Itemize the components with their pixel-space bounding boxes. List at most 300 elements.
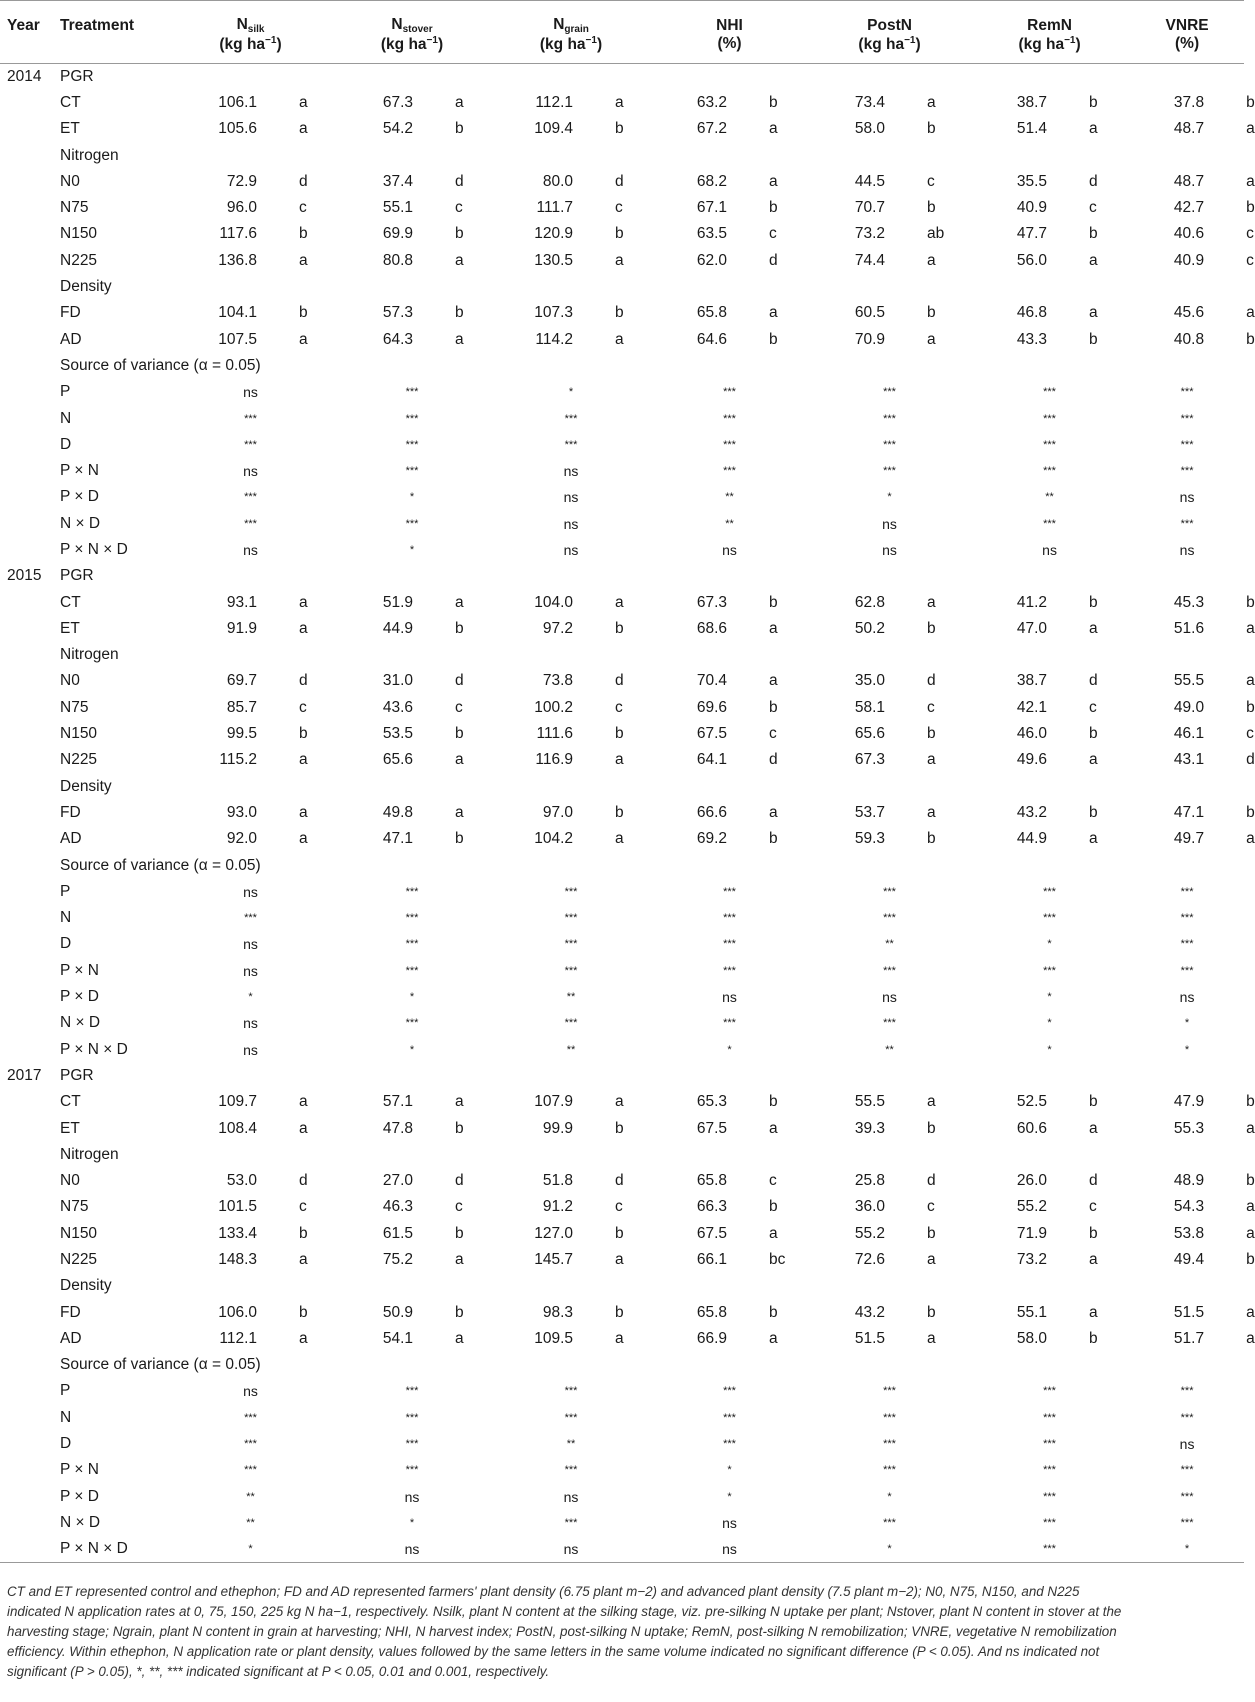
variance-cell: * bbox=[1047, 1043, 1052, 1056]
value-cell: 65.8 bbox=[696, 1172, 728, 1190]
variance-row bbox=[0, 1536, 1244, 1562]
variance-cell: ns bbox=[882, 515, 897, 532]
year-cell bbox=[0, 274, 56, 300]
significance-letter: a bbox=[927, 93, 936, 111]
year-cell bbox=[0, 852, 56, 878]
significance-letter: c bbox=[299, 1198, 307, 1216]
value-cell: 51.5 bbox=[854, 1329, 886, 1347]
treatment-label: AD bbox=[60, 330, 82, 348]
value-cell: 37.4 bbox=[382, 172, 414, 190]
value-cell: 65.6 bbox=[854, 725, 886, 743]
significance-letter: a bbox=[299, 93, 308, 111]
group-row bbox=[0, 774, 1244, 800]
value-cell: 27.0 bbox=[382, 1172, 414, 1190]
significance-letter: b bbox=[769, 1198, 778, 1216]
variance-cell: *** bbox=[723, 465, 736, 478]
significance-letter: b bbox=[455, 1224, 464, 1242]
variance-cell: *** bbox=[1043, 1438, 1056, 1451]
year-cell bbox=[0, 616, 56, 642]
variance-cell: *** bbox=[564, 964, 578, 977]
year-cell bbox=[0, 169, 56, 195]
value-cell: 96.0 bbox=[226, 199, 257, 217]
significance-letter: a bbox=[615, 830, 624, 848]
variance-cell: *** bbox=[723, 912, 736, 925]
significance-letter: d bbox=[299, 672, 308, 690]
significance-letter: b bbox=[615, 1224, 624, 1242]
significance-letter: b bbox=[455, 120, 464, 138]
treatment-label: CT bbox=[60, 1093, 81, 1111]
value-cell: 42.7 bbox=[1173, 199, 1205, 217]
value-cell: 104.2 bbox=[534, 830, 574, 848]
treatment-label: AD bbox=[60, 830, 82, 848]
variance-cell: ns bbox=[1179, 989, 1195, 1006]
col-remn-unit: (kg $ha^{-1}$) bbox=[1018, 35, 1081, 53]
significance-letter: a bbox=[455, 803, 464, 821]
significance-letter: a bbox=[455, 751, 464, 769]
year-cell bbox=[0, 90, 56, 116]
significance-letter: b bbox=[769, 199, 778, 217]
value-cell: 104.0 bbox=[534, 593, 574, 611]
value-cell: 46.1 bbox=[1173, 725, 1205, 743]
year-cell bbox=[0, 1326, 56, 1352]
significance-letter: a bbox=[927, 593, 936, 611]
col-nsilk-unit: (kg $ha^{-1}$) bbox=[219, 35, 282, 53]
value-cell: 38.7 bbox=[1016, 672, 1048, 690]
value-cell: 97.2 bbox=[542, 619, 574, 637]
table-row bbox=[0, 248, 1244, 274]
value-cell: 92.0 bbox=[226, 830, 257, 848]
year-cell bbox=[0, 931, 56, 957]
significance-letter: b bbox=[769, 330, 778, 348]
value-cell: 54.3 bbox=[1173, 1198, 1205, 1216]
variance-cell: ns bbox=[243, 962, 258, 979]
significance-letter: a bbox=[455, 1093, 464, 1111]
value-cell: 72.9 bbox=[226, 172, 257, 190]
treatment-label: AD bbox=[60, 1329, 82, 1347]
significance-letter: b bbox=[615, 1303, 624, 1321]
table-row bbox=[0, 1089, 1244, 1115]
variance-cell: ns bbox=[243, 883, 258, 900]
significance-letter: b bbox=[769, 93, 778, 111]
table-row bbox=[0, 695, 1244, 721]
value-cell: 106.0 bbox=[218, 1303, 257, 1321]
significance-letter: d bbox=[1246, 751, 1255, 769]
value-cell: 49.4 bbox=[1173, 1251, 1205, 1268]
variance-cell: ns bbox=[649, 1536, 810, 1562]
year-cell bbox=[0, 248, 56, 274]
value-cell: 46.3 bbox=[382, 1198, 414, 1216]
significance-letter: a bbox=[299, 803, 308, 821]
table-body bbox=[0, 64, 1255, 1563]
value-cell: 51.6 bbox=[1173, 619, 1205, 637]
year-cell bbox=[0, 116, 56, 142]
significance-letter: b bbox=[615, 725, 624, 743]
variance-cell: * bbox=[568, 386, 574, 399]
value-cell: 107.5 bbox=[218, 330, 257, 348]
variance-cell: ns bbox=[493, 1536, 649, 1562]
year-cell bbox=[0, 1247, 56, 1273]
value-cell: 50.9 bbox=[382, 1303, 414, 1321]
significance-letter: b bbox=[1089, 1093, 1098, 1111]
variance-cell: ** bbox=[246, 1516, 255, 1529]
significance-letter: a bbox=[299, 1119, 308, 1137]
value-cell: 55.3 bbox=[1173, 1119, 1205, 1137]
table-row bbox=[0, 1247, 1244, 1273]
value-cell: 70.4 bbox=[696, 672, 728, 690]
significance-letter: a bbox=[455, 1251, 464, 1268]
significance-letter: a bbox=[615, 593, 624, 611]
significance-letter: a bbox=[615, 1093, 624, 1111]
value-cell: 67.1 bbox=[696, 199, 728, 217]
significance-letter: a bbox=[1246, 1303, 1255, 1321]
variance-cell: ns bbox=[563, 515, 579, 532]
value-cell: 66.1 bbox=[696, 1251, 728, 1268]
treatment-label: P × N × D bbox=[56, 1536, 170, 1562]
variance-cell: *** bbox=[1180, 1490, 1194, 1503]
significance-letter: a bbox=[299, 619, 308, 637]
significance-letter: a bbox=[1246, 830, 1255, 848]
treatment-label: N0 bbox=[60, 672, 80, 690]
significance-letter: c bbox=[1089, 698, 1097, 716]
year-cell bbox=[0, 958, 56, 984]
variance-cell: ns bbox=[882, 989, 897, 1006]
year-cell bbox=[0, 1115, 56, 1141]
significance-letter: d bbox=[455, 672, 464, 690]
treatment-label: N150 bbox=[60, 1224, 98, 1242]
significance-letter: b bbox=[1246, 93, 1255, 111]
variance-cell: *** bbox=[1180, 465, 1194, 478]
table-row bbox=[0, 826, 1244, 852]
significance-letter: b bbox=[1246, 1251, 1255, 1268]
year-cell bbox=[0, 1484, 56, 1510]
variance-cell: ns bbox=[722, 989, 737, 1006]
significance-letter: a bbox=[1089, 751, 1098, 769]
value-cell: 53.0 bbox=[226, 1172, 257, 1190]
significance-letter: a bbox=[1246, 1224, 1255, 1242]
variance-cell: ns bbox=[243, 541, 258, 558]
variance-row bbox=[0, 905, 1244, 931]
variance-cell: ** bbox=[885, 938, 894, 951]
value-cell: 80.0 bbox=[542, 172, 574, 190]
variance-cell: *** bbox=[564, 938, 578, 951]
value-cell: 49.8 bbox=[382, 803, 414, 821]
significance-letter: b bbox=[615, 120, 624, 138]
value-cell: 51.4 bbox=[1016, 120, 1048, 138]
year-cell bbox=[0, 379, 56, 405]
variance-cell: *** bbox=[723, 1385, 736, 1398]
significance-letter: a bbox=[1089, 830, 1098, 848]
group-row bbox=[0, 563, 1244, 589]
significance-letter: a bbox=[1089, 619, 1098, 637]
significance-letter: b bbox=[455, 1119, 464, 1137]
significance-letter: b bbox=[299, 725, 308, 743]
value-cell: 45.3 bbox=[1173, 593, 1205, 611]
value-cell: 70.7 bbox=[854, 199, 886, 217]
year-cell bbox=[0, 300, 56, 326]
variance-cell: *** bbox=[405, 938, 419, 951]
significance-letter: a bbox=[299, 1251, 308, 1268]
variance-cell: ns bbox=[243, 1015, 258, 1032]
col-vnre-unit: (%) bbox=[1175, 35, 1200, 52]
table-row bbox=[0, 221, 1244, 247]
value-cell: 112.1 bbox=[535, 93, 574, 111]
significance-letter: d bbox=[769, 251, 778, 269]
group-label: Density bbox=[60, 278, 112, 296]
significance-letter: a bbox=[615, 751, 624, 769]
treatment-label: N × D bbox=[60, 1513, 101, 1531]
year-cell bbox=[0, 405, 56, 431]
significance-letter: b bbox=[1246, 803, 1255, 821]
group-label: Nitrogen bbox=[60, 646, 119, 664]
variance-row bbox=[0, 484, 1244, 510]
col-ngrain-unit: (kg $ha^{-1}$) bbox=[539, 35, 603, 53]
significance-letter: b bbox=[1246, 199, 1255, 217]
variance-row bbox=[0, 1036, 1244, 1062]
variance-cell: * bbox=[1184, 1017, 1190, 1030]
table-row bbox=[0, 1115, 1244, 1141]
variance-cell: *** bbox=[244, 412, 257, 425]
variance-row bbox=[0, 537, 1244, 563]
value-cell: 115.2 bbox=[219, 751, 257, 769]
value-cell: 69.9 bbox=[382, 225, 414, 243]
significance-letter: b bbox=[1089, 803, 1098, 821]
significance-letter: a bbox=[1246, 672, 1255, 690]
significance-letter: d bbox=[1089, 672, 1098, 690]
variance-cell: * bbox=[810, 1536, 969, 1562]
variance-row bbox=[0, 879, 1244, 905]
col-nstover-header: $N_{stover}$ bbox=[391, 16, 433, 35]
value-cell: 68.2 bbox=[696, 172, 728, 190]
variance-cell: *** bbox=[969, 1536, 1130, 1562]
treatment-label: N75 bbox=[60, 1198, 89, 1216]
variance-cell: *** bbox=[723, 1438, 736, 1451]
variance-cell: *** bbox=[883, 1017, 896, 1030]
group-row bbox=[0, 852, 1244, 878]
value-cell: 61.5 bbox=[382, 1224, 414, 1242]
significance-letter: a bbox=[1089, 1251, 1098, 1268]
significance-letter: b bbox=[1089, 593, 1098, 611]
year-cell bbox=[0, 1536, 56, 1562]
variance-cell: ns bbox=[1179, 541, 1195, 558]
treatment-label: N150 bbox=[60, 725, 98, 743]
value-cell: 64.3 bbox=[382, 330, 414, 348]
significance-letter: b bbox=[455, 304, 464, 322]
col-postn-header: PostN bbox=[867, 17, 912, 34]
significance-letter: a bbox=[299, 593, 308, 611]
treatment-label: P × D bbox=[60, 1487, 99, 1505]
year-cell bbox=[0, 695, 56, 721]
variance-cell: ns bbox=[563, 1488, 579, 1505]
value-cell: 70.9 bbox=[854, 330, 886, 348]
variance-cell: ns bbox=[1179, 489, 1195, 506]
variance-cell: *** bbox=[883, 912, 896, 925]
variance-row bbox=[0, 458, 1244, 484]
value-cell: 49.6 bbox=[1016, 751, 1048, 769]
variance-cell: *** bbox=[405, 964, 419, 977]
value-cell: 41.2 bbox=[1016, 593, 1048, 611]
significance-letter: b bbox=[615, 225, 624, 243]
variance-cell: *** bbox=[1043, 1411, 1056, 1424]
significance-letter: b bbox=[299, 225, 308, 243]
significance-letter: a bbox=[299, 751, 308, 769]
variance-cell: *** bbox=[1043, 964, 1056, 977]
variance-row bbox=[0, 1405, 1244, 1431]
variance-cell: *** bbox=[564, 1411, 578, 1424]
significance-letter: c bbox=[615, 199, 623, 217]
treatment-label: N225 bbox=[60, 1251, 98, 1268]
variance-cell: * bbox=[727, 1464, 732, 1477]
significance-letter: a bbox=[769, 672, 778, 690]
value-cell: 64.1 bbox=[696, 751, 728, 769]
significance-letter: b bbox=[615, 304, 624, 322]
value-cell: 99.9 bbox=[542, 1119, 574, 1137]
significance-letter: c bbox=[1246, 225, 1254, 243]
variance-cell: *** bbox=[405, 885, 419, 898]
significance-letter: b bbox=[769, 1303, 778, 1321]
significance-letter: c bbox=[769, 225, 777, 243]
variance-cell: ** bbox=[566, 1438, 576, 1451]
significance-letter: a bbox=[299, 1093, 308, 1111]
value-cell: 54.1 bbox=[382, 1329, 414, 1347]
significance-letter: a bbox=[299, 1329, 308, 1347]
group-label: PGR bbox=[60, 67, 94, 85]
variance-cell: *** bbox=[883, 964, 896, 977]
year-cell bbox=[0, 1273, 56, 1299]
value-cell: 117.6 bbox=[219, 225, 257, 243]
value-cell: 51.5 bbox=[1173, 1303, 1205, 1321]
value-cell: 58.0 bbox=[1016, 1329, 1048, 1347]
group-label: PGR bbox=[60, 1066, 94, 1084]
year-cell: 2014 bbox=[7, 67, 42, 85]
significance-letter: b bbox=[1246, 330, 1255, 348]
significance-letter: a bbox=[1089, 120, 1098, 138]
year-cell bbox=[0, 484, 56, 510]
value-cell: 51.9 bbox=[382, 593, 414, 611]
variance-cell: *** bbox=[883, 1438, 896, 1451]
treatment-label: N150 bbox=[60, 225, 98, 243]
value-cell: 67.5 bbox=[696, 1224, 728, 1242]
group-row bbox=[0, 1063, 1244, 1089]
variance-cell: *** bbox=[883, 465, 896, 478]
variance-cell: * bbox=[170, 1536, 331, 1562]
variance-cell: *** bbox=[405, 1017, 419, 1030]
year-cell bbox=[0, 1168, 56, 1194]
significance-letter: c bbox=[1089, 199, 1097, 217]
year-cell bbox=[0, 826, 56, 852]
variance-cell: *** bbox=[564, 1385, 578, 1398]
variance-cell: *** bbox=[244, 1438, 257, 1451]
variance-cell: ** bbox=[1045, 491, 1054, 504]
significance-letter: d bbox=[299, 1172, 308, 1190]
significance-letter: a bbox=[769, 120, 778, 138]
group-label: Nitrogen bbox=[60, 146, 119, 164]
variance-row bbox=[0, 984, 1244, 1010]
value-cell: 67.5 bbox=[696, 725, 728, 743]
variance-cell: *** bbox=[405, 517, 419, 530]
variance-cell: * bbox=[409, 1516, 415, 1529]
value-cell: 50.2 bbox=[854, 619, 886, 637]
treatment-label: P bbox=[60, 1382, 71, 1400]
variance-cell: ns bbox=[243, 384, 258, 401]
value-cell: 69.7 bbox=[226, 672, 257, 690]
variance-cell: *** bbox=[244, 912, 257, 925]
significance-letter: a bbox=[1089, 251, 1098, 269]
treatment-label: P × D bbox=[60, 488, 99, 506]
variance-cell: *** bbox=[1043, 912, 1056, 925]
table-row bbox=[0, 800, 1244, 826]
significance-letter: a bbox=[769, 1329, 778, 1347]
significance-letter: b bbox=[455, 725, 464, 743]
variance-cell: ** bbox=[885, 1043, 894, 1056]
variance-cell: *** bbox=[244, 438, 257, 451]
year-cell bbox=[0, 1405, 56, 1431]
significance-letter: c bbox=[455, 199, 463, 217]
group-label: Nitrogen bbox=[60, 1145, 119, 1163]
significance-letter: c bbox=[1246, 251, 1254, 269]
value-cell: 46.0 bbox=[1016, 725, 1048, 743]
significance-letter: a bbox=[299, 120, 308, 138]
group-label: Source of variance (α = 0.05) bbox=[60, 356, 261, 374]
value-cell: 47.9 bbox=[1173, 1093, 1205, 1111]
year-cell: 2017 bbox=[7, 1066, 42, 1084]
significance-letter: b bbox=[927, 1119, 936, 1137]
value-cell: 51.8 bbox=[542, 1172, 574, 1190]
variance-cell: * bbox=[248, 991, 253, 1004]
significance-letter: a bbox=[769, 619, 778, 637]
variance-cell: *** bbox=[883, 1516, 896, 1529]
value-cell: 108.4 bbox=[218, 1119, 257, 1137]
significance-letter: b bbox=[927, 1303, 936, 1321]
variance-cell: *** bbox=[1180, 1411, 1194, 1424]
value-cell: 47.0 bbox=[1016, 619, 1048, 637]
variance-cell: * bbox=[409, 543, 415, 556]
significance-letter: b bbox=[615, 803, 624, 821]
variance-row bbox=[0, 1378, 1244, 1404]
significance-letter: d bbox=[615, 172, 624, 190]
variance-cell: ns bbox=[243, 463, 258, 480]
value-cell: 48.9 bbox=[1173, 1172, 1205, 1190]
variance-cell: *** bbox=[405, 1438, 419, 1451]
variance-cell: ns bbox=[243, 1041, 258, 1058]
significance-letter: a bbox=[1089, 304, 1098, 322]
value-cell: 71.9 bbox=[1016, 1224, 1048, 1242]
value-cell: 55.2 bbox=[854, 1224, 886, 1242]
significance-letter: b bbox=[1089, 225, 1098, 243]
value-cell: 37.8 bbox=[1173, 93, 1205, 111]
variance-cell: * bbox=[1047, 938, 1052, 951]
significance-letter: d bbox=[927, 1172, 936, 1190]
variance-cell: *** bbox=[723, 938, 736, 951]
value-cell: 58.1 bbox=[854, 698, 886, 716]
value-cell: 62.8 bbox=[854, 593, 886, 611]
value-cell: 73.4 bbox=[854, 93, 886, 111]
variance-cell: * bbox=[887, 491, 892, 504]
col-treatment-header: Treatment bbox=[60, 17, 135, 34]
significance-letter: a bbox=[615, 1329, 624, 1347]
significance-letter: d bbox=[615, 672, 624, 690]
significance-letter: a bbox=[1089, 1119, 1098, 1137]
value-cell: 47.1 bbox=[382, 830, 414, 848]
col-nhi-unit: (%) bbox=[717, 35, 742, 52]
significance-letter: c bbox=[299, 698, 307, 716]
treatment-label: N75 bbox=[60, 698, 89, 716]
year-cell bbox=[0, 142, 56, 168]
variance-cell: *** bbox=[1043, 465, 1056, 478]
group-row bbox=[0, 1352, 1244, 1378]
year-cell bbox=[0, 774, 56, 800]
value-cell: 93.1 bbox=[226, 593, 257, 611]
treatment-label: ET bbox=[60, 120, 80, 138]
